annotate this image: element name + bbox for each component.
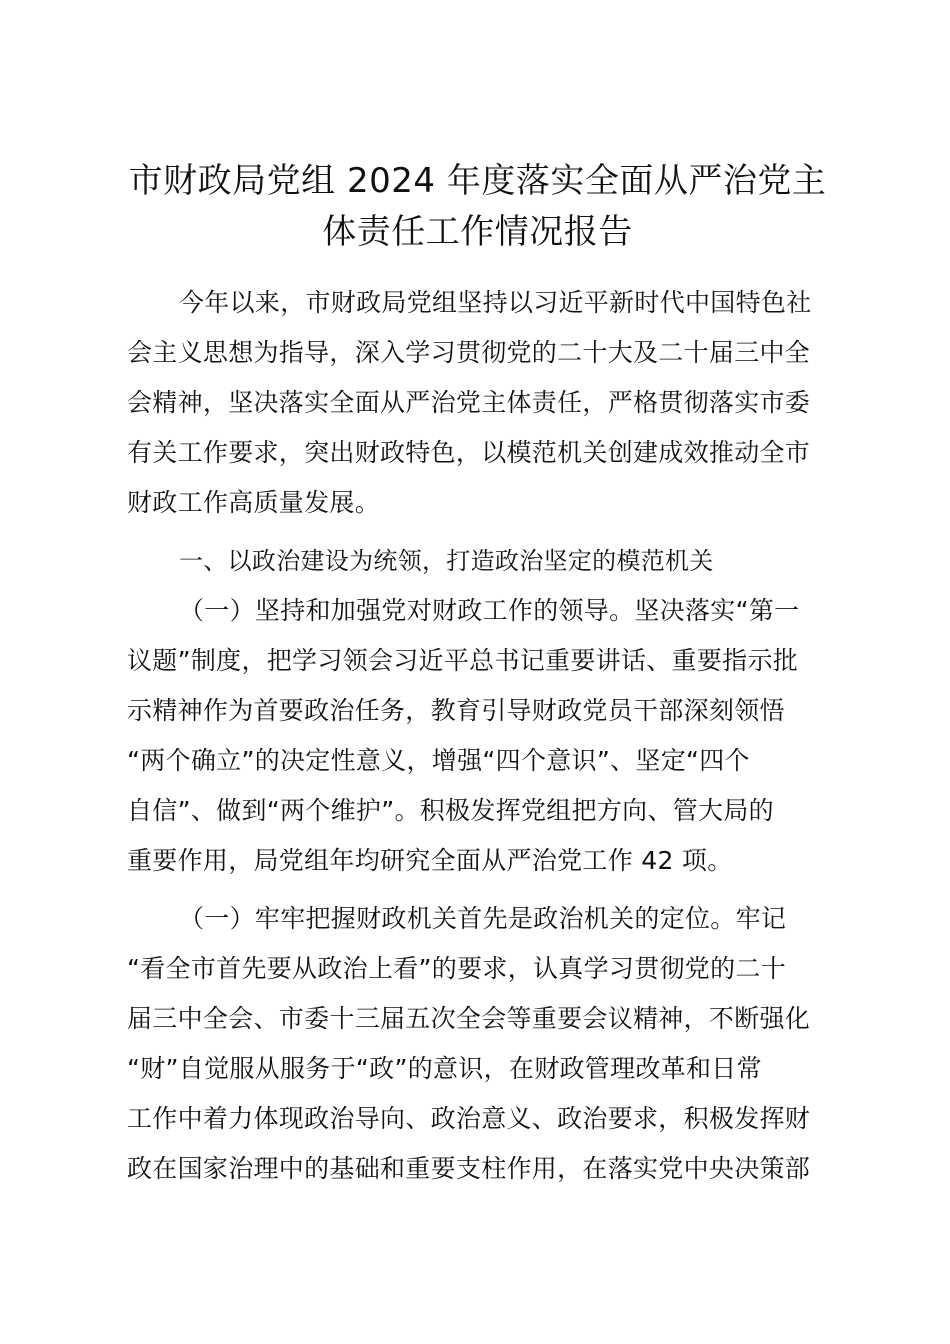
paragraph-line: （一）牢牢把握财政机关首先是政治机关的定位。牢记 (179, 904, 787, 933)
section-heading-text: 一、以政治建设为统领，打造政治坚定的模范机关 (179, 547, 714, 575)
intro-line: 今年以来，市财政局党组坚持以习近平新时代中国特色社 (179, 288, 812, 317)
paragraph-2 (127, 894, 837, 1194)
paragraph-line: （一）坚持和加强党对财政工作的领导。坚决落实“第一 (179, 596, 800, 625)
paragraph-line: 议题”制度，把学习领会习近平总书记重要讲话、重要指示批 (127, 646, 799, 675)
paragraph-line: “财”自觉服从服务于“政”的意识，在财政管理改革和日常 (127, 1054, 762, 1083)
intro-paragraph (127, 278, 837, 528)
title-line-2: 体责任工作情况报告 (322, 212, 633, 252)
document-title (120, 156, 835, 258)
title-line-1: 市财政局党组 2024 年度落实全面从严治党主 (128, 161, 827, 201)
paragraph-line: 政在国家治理中的基础和重要支柱作用，在落实党中央决策部 (127, 1154, 811, 1183)
paragraph-line: 工作中着力体现政治导向、政治意义、政治要求，积极发挥财 (127, 1104, 811, 1133)
intro-line: 有关工作要求，突出财政特色，以模范机关创建成效推动全市 (127, 438, 811, 467)
spacer (127, 528, 837, 536)
intro-line: 财政工作高质量发展。 (127, 488, 381, 517)
paragraph-line: 示精神作为首要政治任务，教育引导财政党员干部深刻领悟 (127, 696, 785, 725)
intro-line: 会精神，坚决落实全面从严治党主体责任，严格贯彻落实市委 (127, 388, 811, 417)
spacer (127, 886, 837, 894)
intro-line: 会主义思想为指导，深入学习贯彻党的二十大及二十届三中全 (127, 338, 811, 367)
paragraph-line: “两个确立”的决定性意义，增强“四个意识”、坚定“四个 (127, 746, 750, 775)
paragraph-line: 自信”、做到“两个维护”。积极发挥党组把方向、管大局的 (127, 796, 774, 825)
document-body (127, 278, 837, 1194)
paragraph-line: 重要作用，局党组年均研究全面从严治党工作 42 项。 (127, 846, 733, 875)
paragraph-1 (127, 586, 837, 886)
paragraph-line: “看全市首先要从政治上看”的要求，认真学习贯彻党的二十 (127, 954, 787, 983)
section-1-heading (127, 536, 837, 586)
paragraph-line: 届三中全会、市委十三届五次全会等重要会议精神，不断强化 (127, 1004, 811, 1033)
